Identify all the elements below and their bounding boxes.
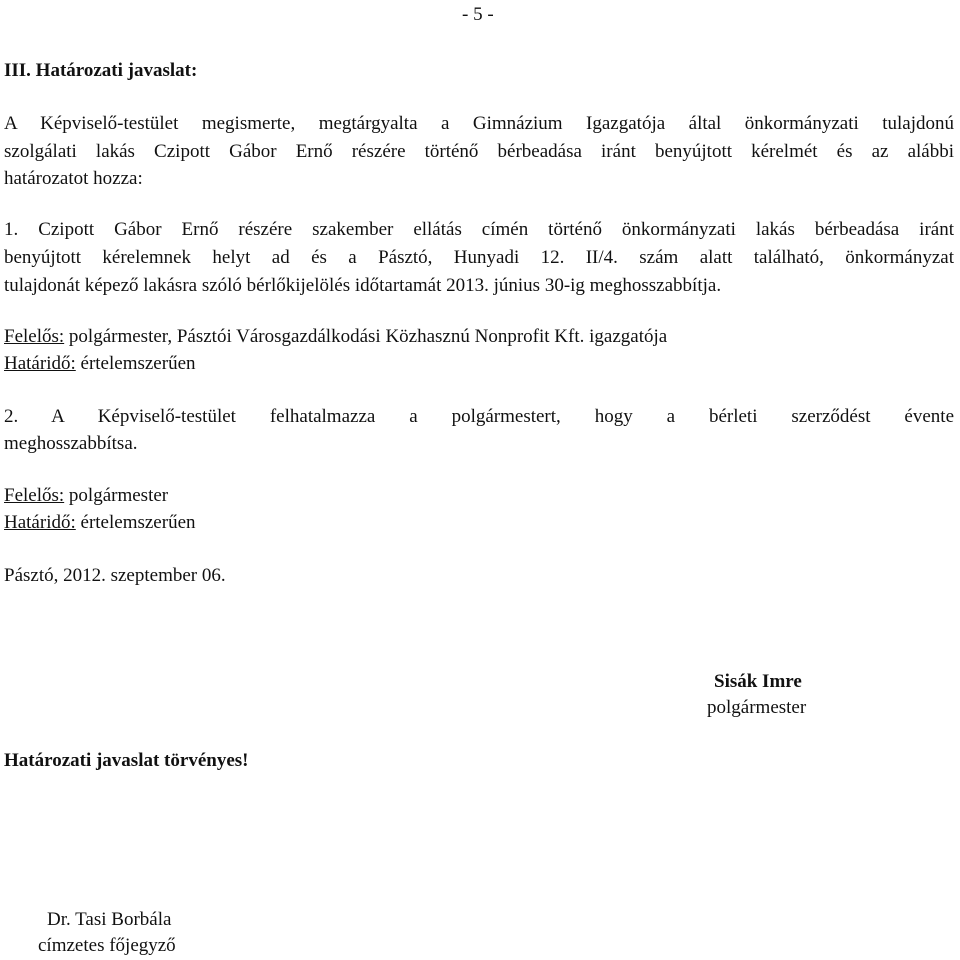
intro-line: határozatot hozza: [4,168,143,189]
notary-name: Dr. Tasi Borbála [47,909,172,930]
deadline-label: Határidő: [4,353,76,374]
deadline-label: Határidő: [4,512,76,533]
legal-note: Határozati javaslat törvényes! [4,750,249,771]
signatory-name: Sisák Imre [714,671,802,692]
point-line: 2. A Képviselő-testület felhatalmazza a polgármestert, hogy a bérleti szerződést évente [4,406,954,427]
responsible-value: polgármester, Pásztói Városgazdálkodási Közhasznú Nonprofit Kft. igazgatója [64,326,668,347]
deadline-line [4,510,196,536]
place-date: Pásztó, 2012. szeptember 06. [4,565,226,586]
point-line: 1. Czipott Gábor Ernő részére szakember ellátás címén történő önkormányzati lakás bérbeadása iránt [4,219,954,240]
deadline-value: értelemszerűen [75,512,196,533]
point-line: tulajdonát képező lakásra szóló bérlőkijelölés időtartamát 2013. június 30-ig meghosszabbítja. [4,275,722,296]
page-number: - 5 - [462,4,494,25]
point-line: benyújtott kérelemnek helyt ad és a Pásztó, Hunyadi 12. II/4. szám alatt található, önkormányzat [4,247,954,268]
responsible-line [4,324,667,350]
deadline-value: értelemszerűen [75,353,196,374]
responsible-label: Felelős: [4,485,65,506]
responsible-line [4,483,168,509]
point-line: meghosszabbítsa. [4,433,138,454]
deadline-line [4,351,196,377]
intro-line: szolgálati lakás Czipott Gábor Ernő részére történő bérbeadása iránt benyújtott kérelmét és az alábbi [4,141,954,162]
responsible-value: polgármester [64,485,169,506]
responsible-label: Felelős: [4,326,65,347]
intro-line: A Képviselő-testület megismerte, megtárgyalta a Gimnázium Igazgatója által önkormányzati tulajdonú [4,113,954,134]
notary-title: címzetes főjegyző [38,935,176,956]
section-title: III. Határozati javaslat: [4,60,198,81]
signatory-title: polgármester [707,697,807,718]
